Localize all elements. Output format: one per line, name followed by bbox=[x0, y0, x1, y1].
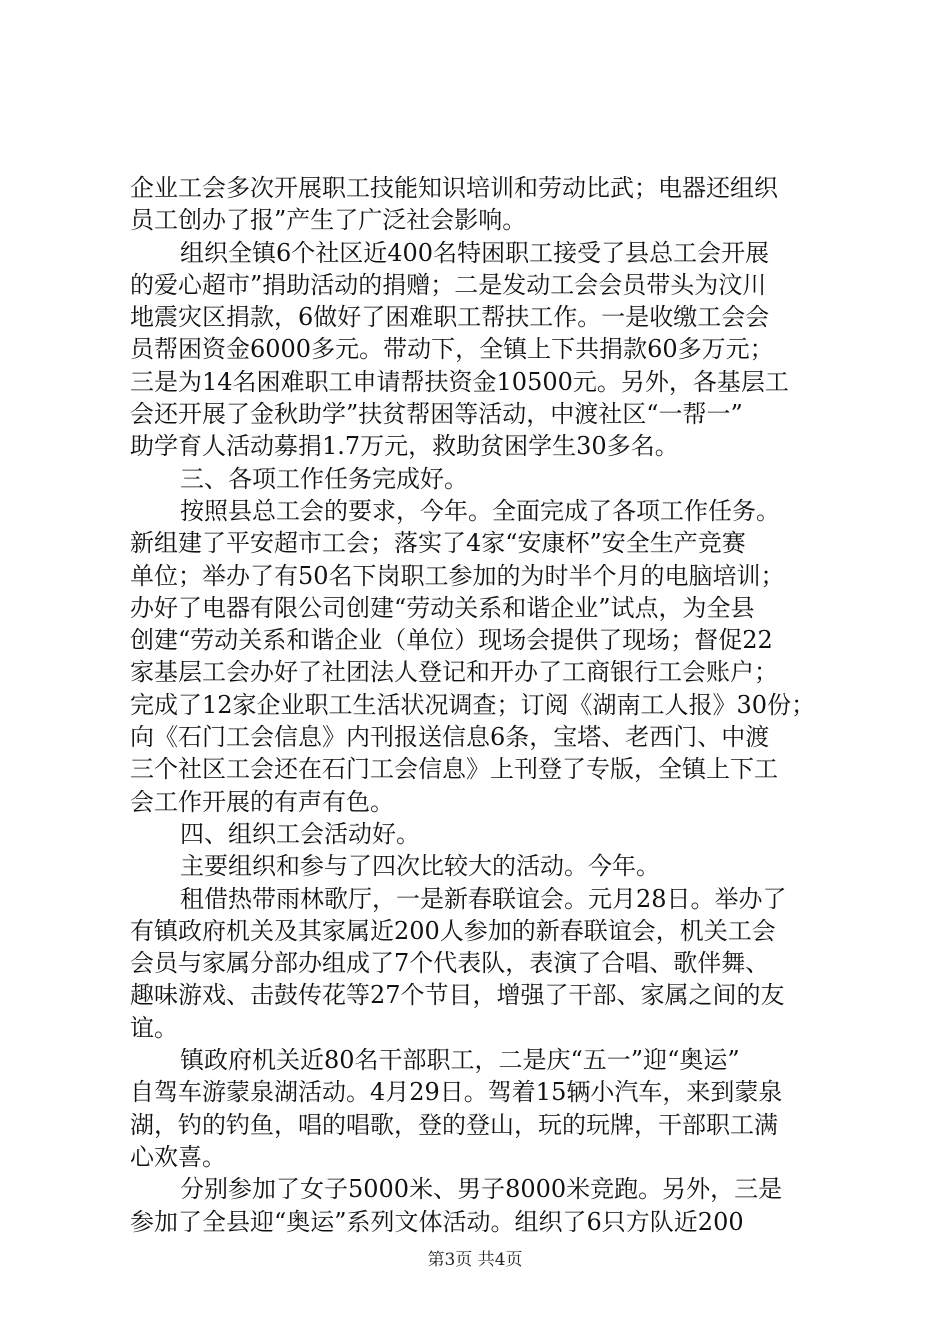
text-line: 会工作开展的有声有色。 bbox=[130, 787, 394, 816]
text-line: 员帮困资金6000多元。带动下，全镇上下共捐款60多万元； bbox=[130, 335, 774, 364]
text-line: 自驾车游蒙泉湖活动。4月29日。驾着15辆小汽车，来到蒙泉 bbox=[130, 1078, 783, 1107]
text-line: 镇政府机关近80名干部职工，二是庆“五一”迎“奥运” bbox=[180, 1046, 740, 1075]
text-line: 助学育人活动募捐1.7万元，救助贫困学生30多名。 bbox=[130, 432, 679, 461]
text-line: 趣味游戏、击鼓传花等27个节目，增强了干部、家属之间的友 bbox=[130, 981, 785, 1010]
text-line: 组织全镇6个社区近400名特困职工接受了县总工会开展 bbox=[180, 238, 770, 267]
text-line: 谊。 bbox=[130, 1013, 178, 1042]
text-line: 完成了12家企业职工生活状况调查；订阅《湖南工人报》30份； bbox=[130, 690, 816, 719]
text-line: 按照县总工会的要求，今年。全面完成了各项工作任务。 bbox=[180, 496, 780, 525]
page-footer: 第3页 共4页 bbox=[427, 1250, 523, 1270]
text-line: 新组建了平安超市工会；落实了4家“安康杯”安全生产竞赛 bbox=[130, 529, 746, 558]
text-line: 三是为14名困难职工申请帮扶资金10500元。另外，各基层工 bbox=[130, 367, 789, 396]
text-line: 主要组织和参与了四次比较大的活动。今年。 bbox=[180, 852, 660, 881]
text-line: 地震灾区捐款，6做好了困难职工帮扶工作。一是收缴工会会 bbox=[130, 303, 770, 332]
text-line: 向《石门工会信息》内刊报送信息6条，宝塔、老西门、中渡 bbox=[130, 723, 770, 752]
text-line: 参加了全县迎“奥运”系列文体活动。组织了6只方队近200 bbox=[130, 1207, 744, 1236]
text-line: 会员与家属分部办组成了7个代表队，表演了合唱、歌伴舞、 bbox=[130, 949, 770, 978]
text-line: 创建“劳动关系和谐企业（单位）现场会提供了现场；督促22 bbox=[130, 626, 773, 655]
text-line: 三、各项工作任务完成好。 bbox=[180, 464, 468, 493]
text-line: 员工创办了报”产生了广泛社会影响。 bbox=[130, 206, 527, 235]
text-line: 有镇政府机关及其家属近200人参加的新春联谊会，机关工会 bbox=[130, 916, 776, 945]
text-line: 的爱心超市”捐助活动的捐赠；二是发动工会会员带头为汶川 bbox=[130, 270, 767, 299]
text-line: 单位；举办了有50名下岗职工参加的为时半个月的电脑培训； bbox=[130, 561, 785, 590]
text-line: 企业工会多次开展职工技能知识培训和劳动比武；电器还组织 bbox=[130, 174, 778, 202]
text-line: 湖，钓的钓鱼，唱的唱歌，登的登山，玩的玩牌，干部职工满 bbox=[130, 1110, 778, 1139]
text-line: 心欢喜。 bbox=[130, 1142, 226, 1171]
text-line: 会还开展了金秋助学”扶贫帮困等活动，中渡社区“一帮一” bbox=[130, 400, 743, 429]
text-line: 家基层工会办好了社团法人登记和开办了工商银行工会账户； bbox=[130, 658, 778, 687]
text-line: 四、组织工会活动好。 bbox=[180, 819, 420, 848]
text-line: 分别参加了女子5000米、男子8000米竞跑。另外，三是 bbox=[180, 1175, 783, 1204]
text-line: 办好了电器有限公司创建“劳动关系和谐企业”试点，为全县 bbox=[130, 593, 755, 622]
text-line: 租借热带雨林歌厅，一是新春联谊会。元月28日。举办了 bbox=[180, 884, 787, 913]
document-body bbox=[130, 172, 820, 1238]
text-line: 三个社区工会还在石门工会信息》上刊登了专版，全镇上下工 bbox=[130, 755, 778, 784]
